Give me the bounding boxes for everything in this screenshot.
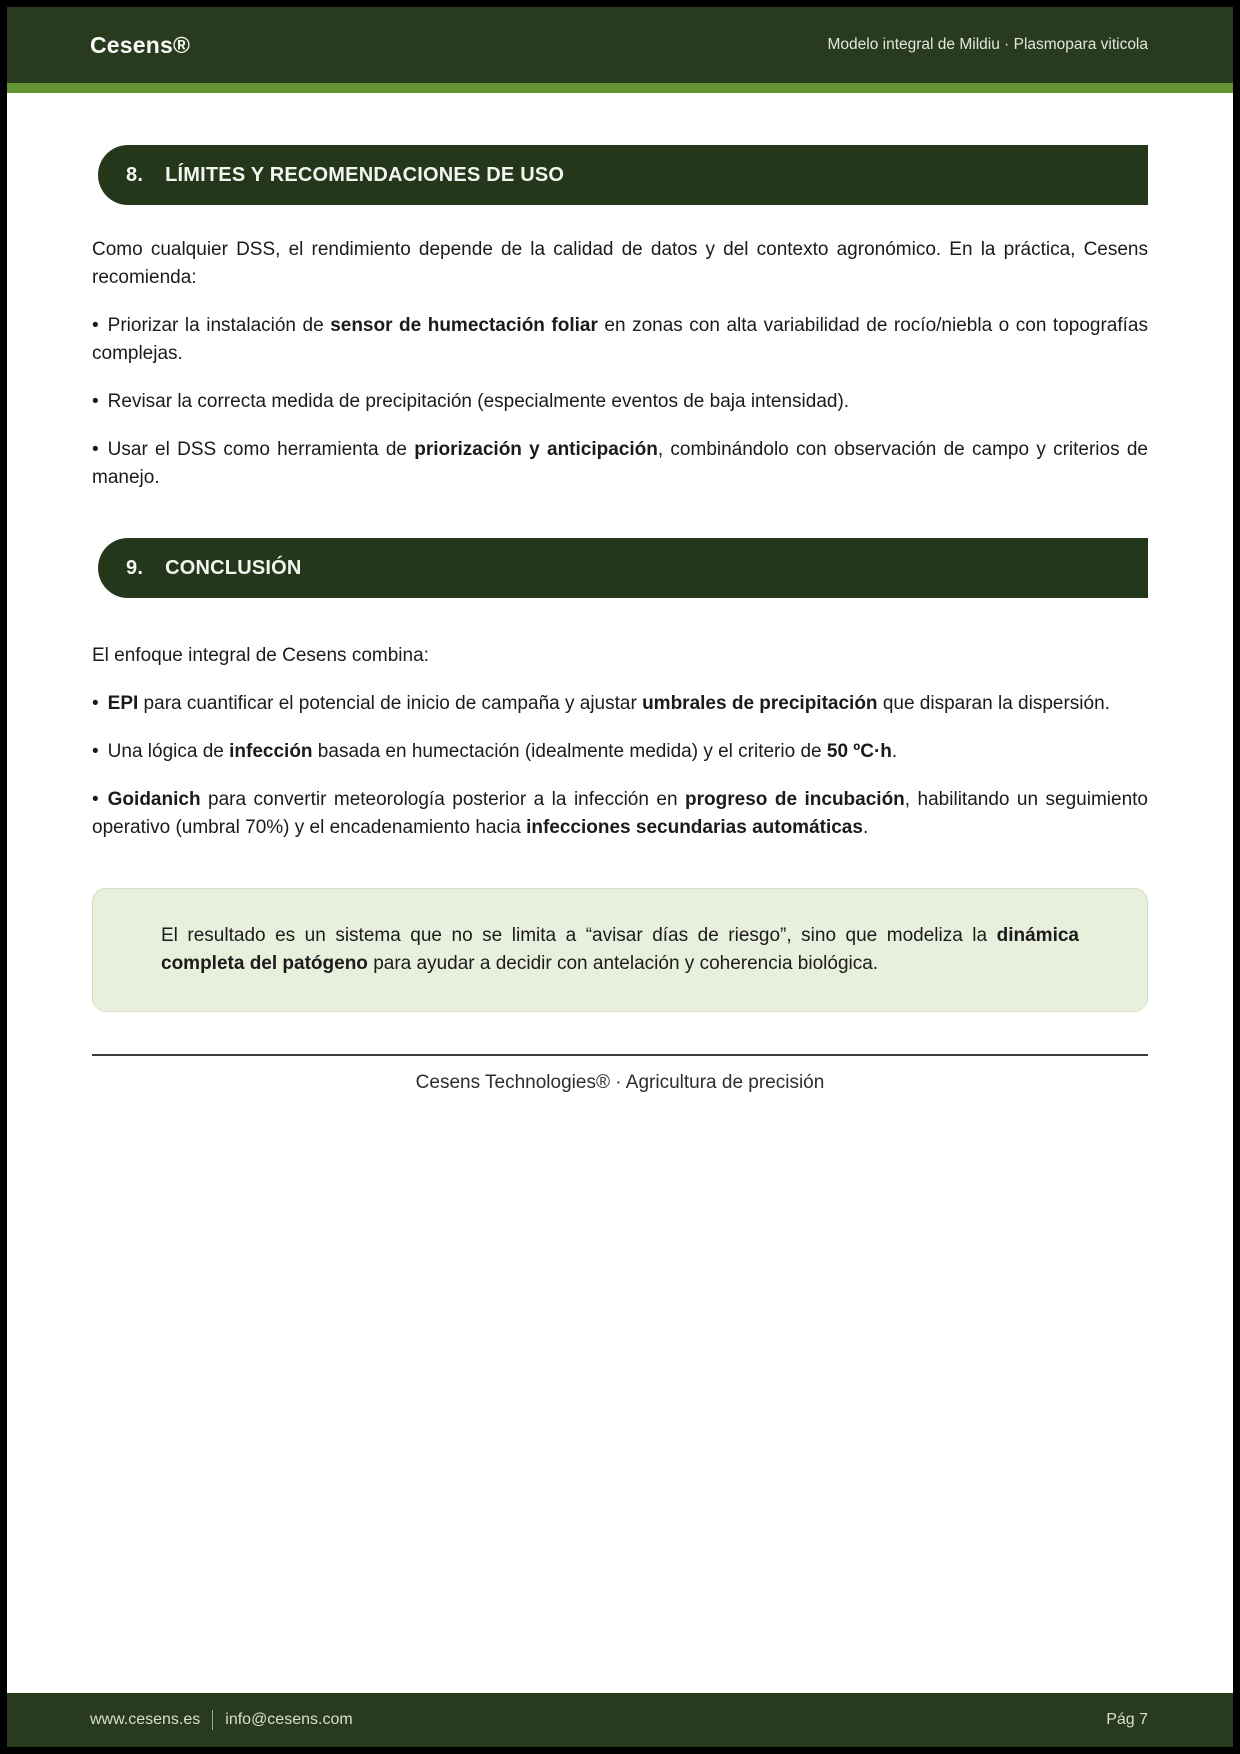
bullet-marker: •	[92, 741, 99, 762]
vertical-separator	[212, 1710, 213, 1730]
section-8-title: LÍMITES Y RECOMENDACIONES DE USO	[165, 163, 565, 186]
text-segment: basada en humectación (idealmente medida) y el criterio de	[312, 741, 827, 762]
page-number: Pág 7	[1106, 1711, 1148, 1728]
bullet-goidanich	[92, 786, 1148, 842]
section-9-intro-paragraph	[92, 642, 1148, 670]
bullet-sensor-humectacion	[92, 312, 1148, 368]
website-url: www.cesens.es	[90, 1711, 201, 1728]
contact-group	[90, 1710, 353, 1730]
contact-email: info@cesens.com	[225, 1711, 353, 1728]
bottom-bar	[7, 1693, 1233, 1747]
bullet-marker: •	[92, 315, 99, 336]
bold-text-segment: umbrales de precipitación	[642, 693, 878, 714]
document-page	[7, 7, 1233, 1747]
callout-paragraph	[161, 922, 1079, 978]
text-segment: para ayudar a decidir con antelación y coherencia biológica.	[367, 953, 879, 974]
text-segment: .	[862, 817, 869, 838]
bold-text-segment: Goidanich	[107, 789, 201, 810]
footer-divider	[92, 1054, 1148, 1056]
text-segment: para cuantificar el potencial de inicio de campaña y ajustar	[138, 693, 643, 714]
bullet-marker: •	[92, 693, 99, 714]
bold-text-segment: infecciones secundarias automáticas	[526, 817, 863, 838]
result-callout-box	[92, 888, 1148, 1012]
text-segment: .	[891, 741, 898, 762]
bold-text-segment: sensor de humectación foliar	[330, 315, 598, 336]
text-segment: Priorizar la instalación de	[107, 315, 331, 336]
section-9-title: CONCLUSIÓN	[165, 556, 302, 579]
bold-text-segment: dinámica completa del patógeno	[161, 925, 1079, 974]
bold-text-segment: priorización y anticipación	[414, 439, 658, 460]
text-segment: en zonas con alta variabilidad de rocío/niebla o con topografías complejas.	[92, 315, 1148, 364]
section-9-number: 9.	[126, 556, 144, 579]
header-accent-stripe	[7, 83, 1233, 93]
text-segment: , combinándolo con observación de campo y criterios de manejo.	[92, 439, 1148, 488]
bold-text-segment: EPI	[107, 693, 139, 714]
text-segment: que disparan la dispersión.	[877, 693, 1110, 714]
text-segment: Una lógica de	[107, 741, 230, 762]
section-8-number: 8.	[126, 163, 144, 186]
header-bar	[7, 7, 1233, 83]
bullet-marker: •	[92, 439, 99, 460]
text-segment: El resultado es un sistema que no se limita a “avisar días de riesgo”, sino que modeliza la	[161, 925, 997, 946]
section-9-heading-bar	[98, 538, 1148, 598]
bullet-epi	[92, 690, 1148, 718]
page-content	[7, 145, 1233, 1094]
text-segment: Usar el DSS como herramienta de	[107, 439, 415, 460]
company-tagline: Cesens Technologies® · Agricultura de precisión	[415, 1072, 825, 1093]
bold-text-segment: 50 ºC·h	[826, 741, 892, 762]
text-segment: Como cualquier DSS, el rendimiento depende de la calidad de datos y del contexto agronómico. En la práctica, Cesens recomienda:	[92, 239, 1148, 288]
text-segment: Revisar la correcta medida de precipitación (especialmente eventos de baja intensidad).	[107, 391, 850, 412]
bullet-logica-infeccion	[92, 738, 1148, 766]
section-8-heading-bar	[98, 145, 1148, 205]
text-segment: para convertir meteorología posterior a la infección en	[200, 789, 686, 810]
bullet-revisar-precipitacion	[92, 388, 1148, 416]
bullet-marker: •	[92, 789, 99, 810]
text-segment: El enfoque integral de Cesens combina:	[92, 645, 429, 666]
section-8-intro-paragraph	[92, 236, 1148, 292]
text-segment: , habilitando un seguimiento operativo (umbral 70%) y el encadenamiento hacia	[92, 789, 1148, 838]
bullet-usar-dss	[92, 436, 1148, 492]
brand-logo: Cesens®	[90, 31, 191, 58]
bold-text-segment: infección	[229, 741, 313, 762]
bold-text-segment: progreso de incubación	[685, 789, 905, 810]
bullet-marker: •	[92, 391, 99, 412]
header-doc-title: Modelo integral de Mildiu · Plasmopara viticola	[827, 36, 1148, 53]
